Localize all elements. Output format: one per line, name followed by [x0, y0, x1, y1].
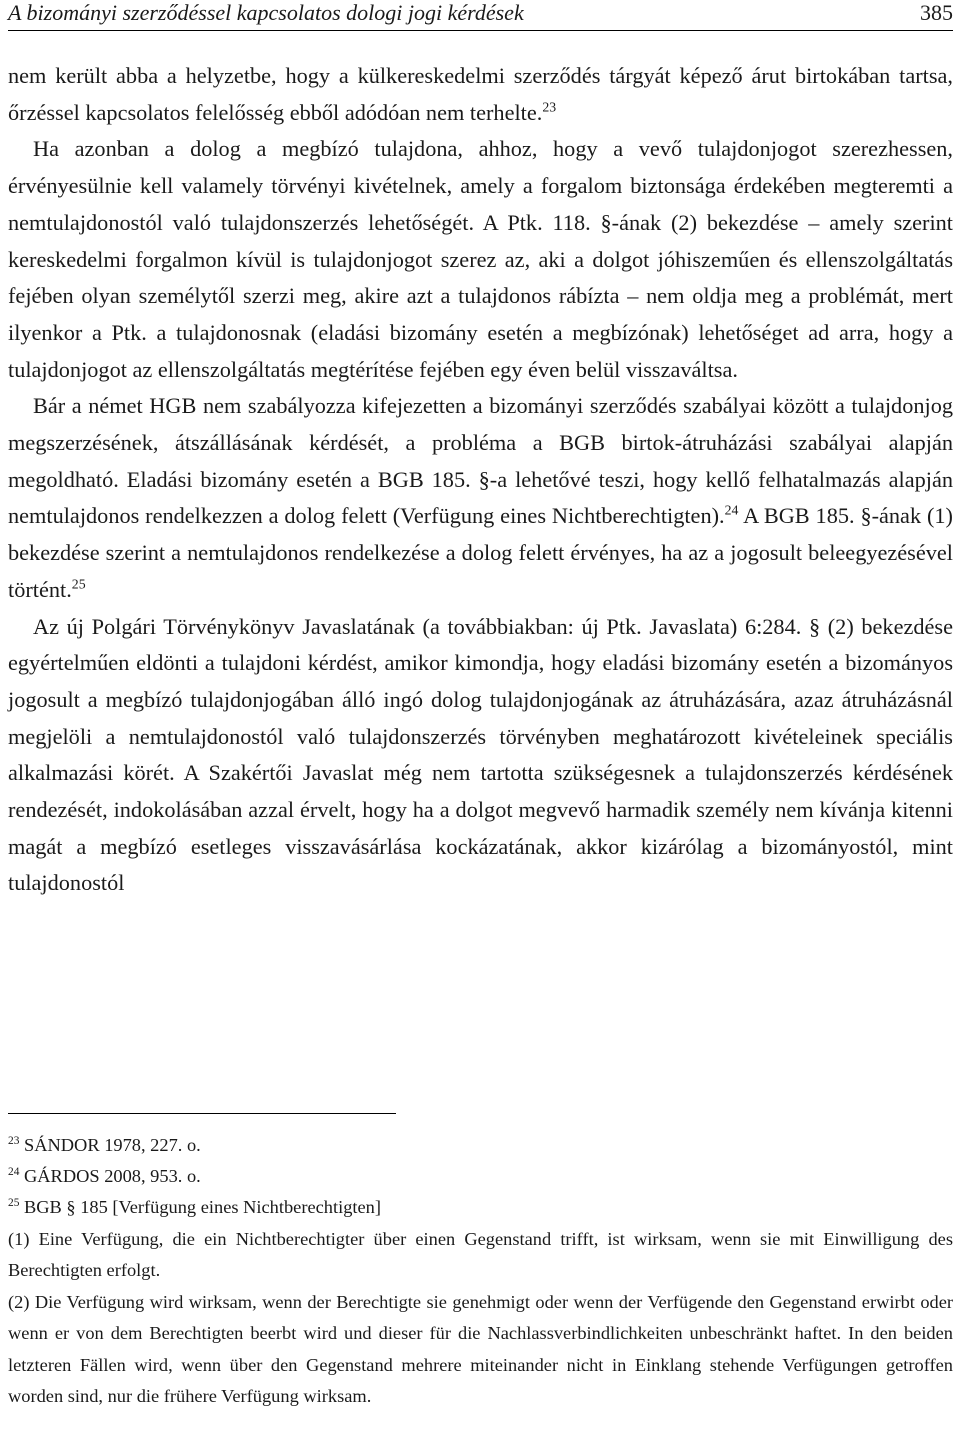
footnote-text: SÁNDOR 1978, 227. o. [19, 1135, 201, 1155]
footnote-ref-25[interactable]: 25 [71, 576, 86, 592]
paragraph-3 [8, 388, 953, 608]
body-text [8, 58, 953, 902]
footnote-ref-24[interactable]: 24 [724, 502, 739, 518]
paragraph-3-text-b: A BGB 185. §-ának (1) bekezdése szerint a nemtulajdonos rendelkezése a dolog felett érvényes, ha az a jogosult beleegyezésével történt. [8, 503, 953, 602]
footnote-25 [8, 1192, 953, 1223]
footnote-ref-23[interactable]: 23 [542, 99, 557, 115]
page-number: 385 [920, 0, 953, 25]
paragraph-2-text: Ha azonban a dolog a megbízó tulajdona, ahhoz, hogy a vevő tulajdonjogot szerezhessen, érvényesülnie kell valamely törvényi kivételnek, amely a forgalom biztonsága érdekében megteremti a nemtulajdonostól való tulajdonszerzés lehetőségét. A Ptk. 118. §-ának (2) bekezdése – amely szerint kereskedelmi forgalmon kívül is tulajdonjogot szerez az, aki a dolgot jóhiszeműen és ellenszolgáltatás fejében olyan személytől szerzi meg, akire azt a tulajdonos rábízta – nem oldja meg a problémát, mert ilyenkor a Ptk. a tulajdonosnak (eladási bizomány esetén a megbízónak) lehetőséget ad arra, hogy a tulajdonjogot az ellenszolgáltatás megtérítése fejében egy éven belül visszaváltsa. [8, 136, 953, 382]
document-page [8, 0, 953, 1450]
footnote-text: BGB § 185 [Verfügung eines Nichtberechtigten] [19, 1197, 381, 1218]
paragraph-4-text: Az új Polgári Törvénykönyv Javaslatának (a továbbiakban: új Ptk. Javaslata) 6:284. § (2) bekezdése egyértelműen eldönti a tulajdoni kérdést, amikor kimondja, hogy eladási bizomány esetén a bizományos jogosult a megbízó tulajdonjogában álló ingó dolog tulajdonjogának az átruházására, azaz átruházásnál megjelöli a nemtulajdonostól való tulajdonszerzés törvényben meghatározott kivételeinek speciális alkalmazási körét. A Szakértői Javaslat még nem tartotta szükségesnek a tulajdonszerzés kérdésének rendezését, indokolásában azzal érvelt, hogy ha a dolgot megvevő harmadik személy nem kívánja kitenni magát a megbízó esetleges visszavásárlása kockázatának, akkor kizárólag a bizományostól, mint tulajdonostól [8, 613, 953, 896]
footnote-25-paragraph-2: (2) Die Verfügung wird wirksam, wenn der Berechtigte sie genehmigt oder wenn der Verfügende den Gegenstand erwirbt oder wenn er von dem Berechtigten beerbt wird und dieser für die Nachlassverbindlichkeiten unbeschränkt haftet. In den beiden letzteren Fällen wird, wenn über den Gegenstand mehrere miteinander nicht in Einklang stehende Verfügungen getroffen worden sind, nur die frühere Verfügung wirksam. [8, 1291, 953, 1407]
paragraph-3-text-a: Bár a német HGB nem szabályozza kifejezetten a bizományi szerződés szabályai között a tulajdonjog megszerzésének, átszállásának kérdését, a probléma a BGB birtok-átruházási szabályai alapján megoldható. Eladási bizomány esetén a BGB 185. §-a lehetővé teszi, hogy kellő felhatalmazás alapján nemtulajdonos rendelkezzen a dolog felett (Verfügung eines Nichtberechtigten). [8, 393, 953, 529]
paragraph-4 [8, 609, 953, 903]
running-title: A bizományi szerződéssel kapcsolatos dologi jogi kérdések [8, 0, 524, 25]
paragraph-2 [8, 131, 953, 388]
footnote-separator [8, 1113, 396, 1114]
footnote-number: 25 [8, 1197, 20, 1210]
paragraph-1 [8, 58, 953, 131]
footnote-23 [8, 1130, 953, 1161]
footnote-24 [8, 1161, 953, 1192]
footnote-number: 24 [8, 1166, 20, 1179]
footnote-text: GÁRDOS 2008, 953. o. [19, 1166, 201, 1187]
paragraph-1-text: nem került abba a helyzetbe, hogy a külkereskedelmi szerződés tárgyát képező árut birtokában tartsa, őrzéssel kapcsolatos felelősség ebből adódóan nem terhelte. [8, 63, 953, 125]
footnotes [8, 1130, 953, 1413]
footnote-25-paragraph-1: (1) Eine Verfügung, die ein Nichtberechtigter über einen Gegenstand trifft, ist wirksam, wenn sie mit Einwilligung des Berechtigten erfolgt. [8, 1228, 953, 1281]
running-header [8, 0, 953, 31]
footnote-number: 23 [8, 1134, 20, 1147]
